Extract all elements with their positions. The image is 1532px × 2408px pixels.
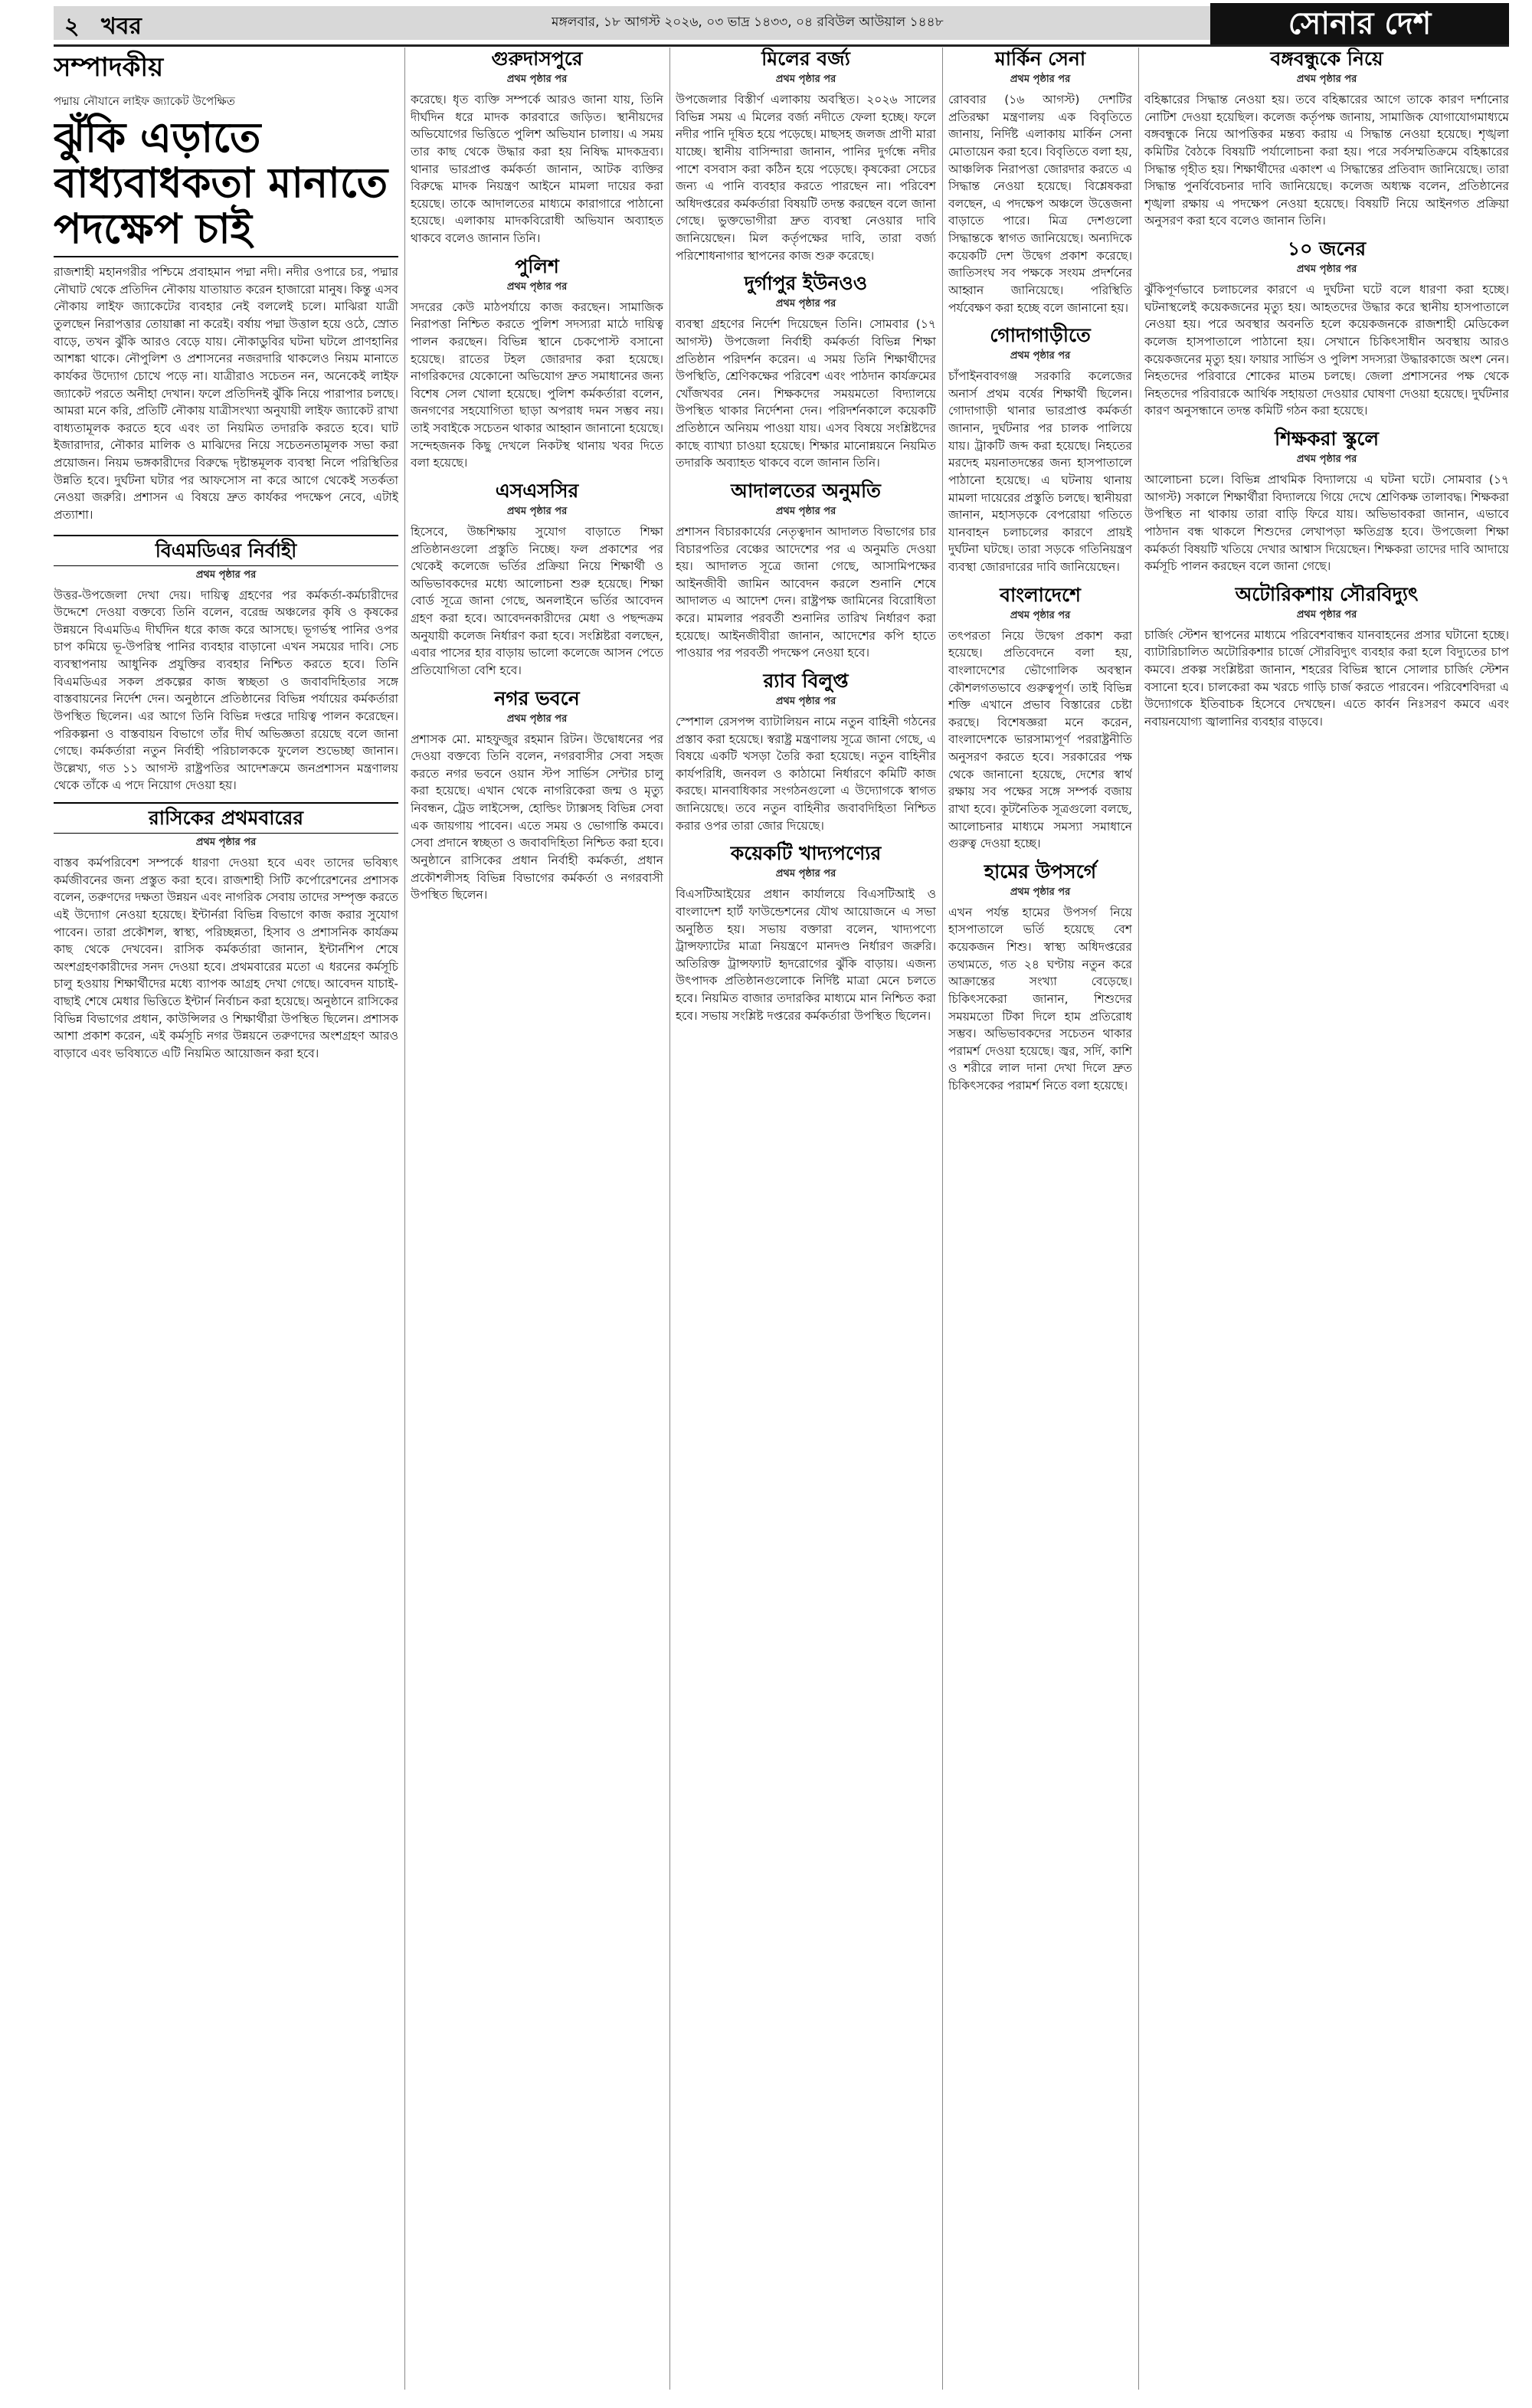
dateline: মঙ্গলবার, ১৮ আগস্ট ২০২৬, ০৩ ভাদ্র ১৪৩৩, ০৪ রবিউল আউয়াল ১৪৪৮ bbox=[552, 15, 944, 30]
article-body: এখন পর্যন্ত হামের উপসর্গ নিয়ে হাসপাতালে ভর্তি হয়েছে বেশ কয়েকজন শিশু। স্বাস্থ্য অধিদপ্তরের তথ্যমতে, গত ২৪ ঘণ্টায় নতুন করে আক্রান্তের সংখ্যা বেড়েছে। চিকিৎসকেরা জানান, শিশুদের সময়মতো টিকা দিলে হাম প্রতিরোধ সম্ভব। অভিভাবকদের সচেতন থাকার পরামর্শ দেওয়া হয়েছে। জ্বর, সর্দি, কাশি ও শরীরে লাল দানা দেখা দিলে দ্রুত চিকিৎসকের পরামর্শ নিতে বলা হয়েছে। bbox=[948, 905, 1132, 1093]
article bbox=[1144, 238, 1509, 420]
page-number: ২ bbox=[64, 13, 80, 40]
headline: অটোরিকশায় সৌরবিদ্যুৎ bbox=[1235, 582, 1419, 605]
column-2 bbox=[411, 48, 663, 2384]
column-1 bbox=[54, 48, 398, 2384]
continued-label: প্রথম পৃষ্ঠার পর bbox=[195, 837, 257, 849]
article bbox=[676, 480, 936, 662]
article bbox=[411, 480, 663, 680]
article-body: বহিষ্কারের সিদ্ধান্ত নেওয়া হয়। তবে বহিষ্কারের আগে তাকে কারণ দর্শানোর নোটিশ দেওয়া হয়েছিল। কলেজ কর্তৃপক্ষ জানায়, সামাজিক যোগাযোগমাধ্যমে বঙ্গবন্ধুকে নিয়ে আপত্তিকর মন্তব্য করায় এ সিদ্ধান্ত নেওয়া হয়েছে। শৃঙ্খলা কমিটির বৈঠকে বিষয়টি পর্যালোচনা করা হয়। পরে সর্বসম্মতিক্রমে বহিষ্কারের সিদ্ধান্ত গৃহীত হয়। শিক্ষার্থীদের একাংশ এ সিদ্ধান্তের প্রতিবাদ জানিয়েছে। তারা সিদ্ধান্ত পুনর্বিবেচনার দাবি জানিয়েছে। কলেজ অধ্যক্ষ বলেন, প্রতিষ্ঠানের শৃঙ্খলা রক্ষায় এ পদক্ষেপ নেওয়া হয়েছে। বিষয়টি নিয়ে আইনগত প্রক্রিয়া অনুসরণ করা হবে বলেও জানান তিনি। bbox=[1144, 93, 1509, 228]
continued-label: প্রথম পৃষ্ঠার পর bbox=[775, 695, 836, 707]
continued-label: প্রথম পৃষ্ঠার পর bbox=[1296, 454, 1357, 465]
article-body: চাঁপাইনবাবগঞ্জ সরকারি কলেজের অনার্স প্রথম বর্ষের শিক্ষার্থী ছিলেন। গোদাগাড়ী থানার ভারপ্রাপ্ত কর্মকর্তা জানান, দুর্ঘটনার পর চালক পালিয়ে যায়। ট্রাকটি জব্দ করা হয়েছে। নিহতের মরদেহ ময়নাতদন্তের জন্য হাসপাতালে পাঠানো হয়েছে। এ ঘটনায় থানায় মামলা দায়েরের প্রস্তুতি চলছে। স্থানীয়রা জানান, মহাসড়কে বেপরোয়া গতিতে যানবাহন চলাচলের কারণে প্রায়ই দুর্ঘটনা ঘটছে। তারা সড়কে গতিনিয়ন্ত্রণ ব্যবস্থা জোরদারের দাবি জানিয়েছেন। bbox=[948, 369, 1132, 574]
article bbox=[676, 272, 936, 472]
article-body: রোববার (১৬ আগস্ট) দেশটির প্রতিরক্ষা মন্ত্রণালয় এক বিবৃতিতে জানায়, নির্দিষ্ট এলাকায় মার্কিন সেনা মোতায়েন করা হবে। বিবৃতিতে বলা হয়, আঞ্চলিক নিরাপত্তা জোরদার করতে এ সিদ্ধান্ত নেওয়া হয়েছে। বিশ্লেষকরা বলছেন, এ পদক্ষেপ অঞ্চলে উত্তেজনা বাড়াতে পারে। মিত্র দেশগুলো সিদ্ধান্তকে স্বাগত জানিয়েছে। অন্যদিকে কয়েকটি দেশ উদ্বেগ প্রকাশ করেছে। জাতিসংঘ সব পক্ষকে সংযম প্রদর্শনের আহ্বান জানিয়েছে। পরিস্থিতি পর্যবেক্ষণ করা হচ্ছে বলে জানানো হয়। bbox=[948, 93, 1132, 315]
article bbox=[1144, 48, 1509, 230]
article-body: আলোচনা চলে। বিভিন্ন প্রাথমিক বিদ্যালয়ে এ ঘটনা ঘটে। সোমবার (১৭ আগস্ট) সকালে শিক্ষার্থীরা বিদ্যালয়ে গিয়ে দেখে শ্রেণিকক্ষ তালাবদ্ধ। শিক্ষকরা উপস্থিত না থাকায় তারা বাড়ি ফিরে যায়। অভিভাবকরা জানান, এভাবে পাঠদান বন্ধ থাকলে শিশুদের লেখাপড়া ক্ষতিগ্রস্ত হবে। উপজেলা শিক্ষা কর্মকর্তা বিষয়টি খতিয়ে দেখার আশ্বাস দিয়েছেন। শিক্ষকরা তাদের দাবি আদায়ে কর্মসূচি পালন করছেন বলে জানা গেছে। bbox=[1144, 473, 1509, 574]
article bbox=[1144, 428, 1509, 575]
article bbox=[1144, 583, 1509, 731]
article bbox=[676, 48, 936, 264]
article bbox=[948, 860, 1132, 1095]
continued-label: প্রথম পৃষ্ঠার পর bbox=[1296, 74, 1357, 85]
headline: গুরুদাসপুরে bbox=[491, 48, 583, 70]
article-body: চার্জিং স্টেশন স্থাপনের মাধ্যমে পরিবেশবান্ধব যানবাহনের প্রসার ঘটানো হচ্ছে। ব্যাটারিচালিত অটোরিকশার চার্জে সৌরবিদ্যুৎ ব্যবহার করা হলে বিদ্যুতের চাপ কমবে। প্রকল্প সংশ্লিষ্টরা জানান, শহরের বিভিন্ন স্থানে সোলার চার্জিং স্টেশন বসানো হবে। চালকেরা কম খরচে গাড়ি চার্জ করতে পারবেন। পরিবেশবিদরা এ উদ্যোগকে ইতিবাচক হিসেবে দেখছেন। এতে কার্বন নিঃসরণ কমবে এবং নবায়নযোগ্য জ্বালানির ব্যবহার বাড়বে। bbox=[1144, 627, 1509, 729]
headline: পুলিশ bbox=[515, 254, 559, 277]
headline: রাসিকের প্রথমবারের bbox=[54, 802, 398, 834]
headline: দুর্গাপুর ইউনওও bbox=[744, 272, 868, 295]
column-divider bbox=[669, 48, 670, 2390]
article bbox=[411, 255, 663, 472]
headline: মিলের বর্জ্য bbox=[761, 48, 850, 70]
article bbox=[411, 687, 663, 904]
column-divider bbox=[404, 48, 405, 2390]
continued-label: প্রথম পৃষ্ঠার পর bbox=[506, 280, 568, 293]
continued-label: প্রথম পৃষ্ঠার পর bbox=[1010, 609, 1071, 621]
column-divider bbox=[1138, 48, 1139, 2390]
headline: নগর ভবনে bbox=[494, 686, 580, 709]
headline: র‌্যাব বিলুপ্ত bbox=[763, 669, 849, 692]
headline: বিএমডিএর নির্বাহী bbox=[54, 535, 398, 566]
headline: হামের উপসর্গে bbox=[984, 860, 1097, 883]
article bbox=[54, 802, 398, 1063]
article-body: ব্যবস্থা গ্রহণের নির্দেশ দিয়েছেন তিনি। সোমবার (১৭ আগস্ট) উপজেলা নির্বাহী কর্মকর্তা বিভিন্ন শিক্ষা প্রতিষ্ঠান পরিদর্শন করেন। এ সময় তিনি শিক্ষার্থীদের উপস্থিতি, শ্রেণিকক্ষের পরিবেশ এবং পাঠদান কার্যক্রমের খোঁজখবর নেন। শিক্ষকদের সময়মতো বিদ্যালয়ে উপস্থিত থাকার নির্দেশনা দেন। পরিদর্শনকালে কয়েকটি প্রতিষ্ঠানে অনিয়ম পাওয়া যায়। এসব বিষয়ে সংশ্লিষ্টদের কাছে ব্যাখ্যা চাওয়া হয়েছে। শিক্ষার মানোন্নয়নে নিয়মিত তদারকি অব্যাহত থাকবে বলে জানান তিনি। bbox=[676, 317, 936, 470]
article-body: উত্তর-উপজেলা দেখা দেয়। দায়িত্ব গ্রহণের পর কর্মকর্তা-কর্মচারীদের উদ্দেশে দেওয়া বক্তব্যে তিনি বলেন, বরেন্দ্র অঞ্চলের কৃষি ও কৃষকের উন্নয়নে বিএমডিএ দীর্ঘদিন ধরে কাজ করে আসছে। ভূগর্ভস্থ পানির ওপর চাপ কমিয়ে ভূ-উপরিস্থ পানির ব্যবহার বাড়ানো এখন সময়ের দাবি। সেচ ব্যবস্থাপনায় আধুনিক প্রযুক্তির ব্যবহার নিশ্চিত করতে হবে। তিনি বিএমডিএর সকল প্রকল্পের কাজ স্বচ্ছতা ও জবাবদিহিতার সঙ্গে বাস্তবায়নের নির্দেশ দেন। অনুষ্ঠানে প্রতিষ্ঠানের বিভিন্ন পর্যায়ের কর্মকর্তারা উপস্থিত ছিলেন। এর আগে তিনি বিভিন্ন দপ্তরে দায়িত্ব পালন করেছেন। পরিকল্পনা ও বাস্তবায়ন বিভাগে তাঁর দীর্ঘ অভিজ্ঞতা রয়েছে বলে জানা গেছে। কর্মকর্তারা নতুন নির্বাহী পরিচালককে ফুলেল শুভেচ্ছা জানান। উল্লেখ্য, গত ১১ আগস্ট রাষ্ট্রপতির আদেশক্রমে জনপ্রশাসন মন্ত্রণালয় থেকে তাঁকে এ পদে নিয়োগ দেওয়া হয়। bbox=[54, 588, 398, 793]
article-body: বাস্তব কর্মপরিবেশ সম্পর্কে ধারণা দেওয়া হবে এবং তাদের ভবিষ্যৎ কর্মজীবনের জন্য প্রস্তুত করা হবে। রাজশাহী সিটি কর্পোরেশনের প্রশাসক বলেন, তরুণদের দক্ষতা উন্নয়ন এবং নাগরিক সেবায় তাদের সম্পৃক্ত করতে এই উদ্যোগ নেওয়া হয়েছে। ইন্টার্নরা বিভিন্ন বিভাগে কাজ করার সুযোগ পাবেন। তারা প্রকৌশল, স্বাস্থ্য, পরিচ্ছন্নতা, হিসাব ও প্রশাসনিক কার্যক্রম কাছ থেকে দেখবেন। রাসিক কর্মকর্তারা জানান, ইন্টার্নশিপ শেষে অংশগ্রহণকারীদের সনদ দেওয়া হবে। প্রথমবারের মতো এ ধরনের কর্মসূচি চালু হওয়ায় শিক্ষার্থীদের মধ্যে ব্যাপক আগ্রহ দেখা গেছে। আবেদন যাচাই-বাছাই শেষে মেধার ভিত্তিতে ইন্টার্ন নির্বাচন করা হয়েছে। অনুষ্ঠানে রাসিকের বিভিন্ন বিভাগের প্রধান, কাউন্সিলর ও শিক্ষার্থীরা উপস্থিত ছিলেন। প্রশাসক আশা প্রকাশ করেন, এই কর্মসূচি নগর উন্নয়নে তরুণদের অংশগ্রহণ আরও বাড়াবে এবং ভবিষ্যতে এটি নিয়মিত আয়োজন করা হবে। bbox=[54, 856, 398, 1060]
headline: ১০ জনের bbox=[1287, 238, 1367, 260]
headline: বঙ্গবন্ধুকে নিয়ে bbox=[1270, 48, 1383, 70]
continued-label: প্রথম পৃষ্ঠার পর bbox=[775, 868, 836, 880]
article-body: বিএসটিআইয়ের প্রধান কার্যালয়ে বিএসটিআই ও বাংলাদেশ হার্ট ফাউন্ডেশনের যৌথ আয়োজনে এ সভা অনুষ্ঠিত হয়। সভায় বক্তারা বলেন, খাদ্যপণ্যে ট্রান্সফ্যাটের মাত্রা নিয়ন্ত্রণে মানদণ্ড নির্ধারণ জরুরি। অতিরিক্ত ট্রান্সফ্যাট হৃদরোগের ঝুঁকি বাড়ায়। এজন্য উৎপাদক প্রতিষ্ঠানগুলোকে নির্দিষ্ট মাত্রা মেনে চলতে হবে। নিয়মিত বাজার তদারকির মাধ্যমে মান নিশ্চিত করা হবে। সভায় সংশ্লিষ্ট দপ্তরের কর্মকর্তারা উপস্থিত ছিলেন। bbox=[676, 887, 936, 1023]
article-body: ঝুঁকিপূর্ণভাবে চলাচলের কারণে এ দুর্ঘটনা ঘটে বলে ধারণা করা হচ্ছে। ঘটনাস্থলেই কয়েকজনের মৃত্যু হয়। আহতদের উদ্ধার করে স্থানীয় হাসপাতালে নেওয়া হয়। পরে অবস্থার অবনতি হলে কয়েকজনকে রাজশাহী মেডিকেল কলেজ হাসপাতালে পাঠানো হয়। সেখানে চিকিৎসাধীন অবস্থায় আরও কয়েকজনের মৃত্যু হয়। ফায়ার সার্ভিস ও পুলিশ সদস্যরা উদ্ধারকাজে অংশ নেন। নিহতদের পরিবারে শোকের মাতম চলছে। জেলা প্রশাসনের পক্ষ থেকে নিহতদের পরিবারকে আর্থিক সহায়তা দেওয়ার ঘোষণা দেওয়া হয়েছে। দুর্ঘটনার কারণ অনুসন্ধানে তদন্ত কমিটি গঠন করা হয়েছে। bbox=[1144, 283, 1509, 418]
headline: কয়েকটি খাদ্যপণ্যের bbox=[730, 842, 882, 865]
column-divider bbox=[942, 48, 943, 2390]
headline: মার্কিন সেনা bbox=[994, 48, 1086, 70]
continued-label: প্রথম পৃষ্ঠার পর bbox=[775, 74, 836, 85]
article-body: প্রশাসক মো. মাহফুজুর রহমান রিটন। উদ্বোধনের পর দেওয়া বক্তব্যে তিনি বলেন, নগরবাসীর সেবা সহজ করতে নগর ভবনে ওয়ান স্টপ সার্ভিস সেন্টার চালু করা হয়েছে। এখান থেকে নাগরিকেরা জন্ম ও মৃত্যু নিবন্ধন, ট্রেড লাইসেন্স, হোল্ডিং ট্যাক্সসহ বিভিন্ন সেবা এক জায়গায় পাবেন। এতে সময় ও ভোগান্তি কমবে। সেবা প্রদানে স্বচ্ছতা ও জবাবদিহিতা নিশ্চিত করা হবে। অনুষ্ঠানে রাসিকের প্রধান নির্বাহী কর্মকর্তা, প্রধান প্রকৌশলীসহ বিভিন্ন বিভাগের কর্মকর্তা ও নগরবাসী উপস্থিত ছিলেন। bbox=[411, 732, 663, 903]
headline: শিক্ষকরা স্কুলে bbox=[1274, 428, 1380, 450]
article-body: স্পেশাল রেসপন্স ব্যাটালিয়ন নামে নতুন বাহিনী গঠনের প্রস্তাব করা হয়েছে। স্বরাষ্ট্র মন্ত্রণালয় সূত্রে জানা গেছে, এ বিষয়ে একটি খসড়া তৈরি করা হয়েছে। নতুন বাহিনীর কার্যপরিধি, জনবল ও কাঠামো নির্ধারণে কমিটি কাজ করছে। মানবাধিকার সংগঠনগুলো এ উদ্যোগকে স্বাগত জানিয়েছে। তবে নতুন বাহিনীর জবাবদিহিতা নিশ্চিত করার ওপর তারা জোর দিয়েছে। bbox=[676, 714, 936, 833]
headline: আদালতের অনুমতি bbox=[731, 479, 881, 502]
article-body: উপজেলার বিস্তীর্ণ এলাকায় অবস্থিত। ২০২৬ সালের বিভিন্ন সময় এ মিলের বর্জ্য নদীতে ফেলা হচ্ছে। ফলে নদীর পানি দূষিত হয়ে পড়েছে। মাছসহ জলজ প্রাণী মারা যাচ্ছে। স্থানীয় বাসিন্দারা জানান, পানির দুর্গন্ধে নদীর পাশে বসবাস করা কঠিন হয়ে পড়েছে। কৃষকেরা সেচের জন্য এ পানি ব্যবহার করতে পারছেন না। পরিবেশ অধিদপ্তরের কর্মকর্তারা বিষয়টি তদন্ত করছেন বলে জানা গেছে। ভুক্তভোগীরা দ্রুত ব্যবস্থা নেওয়ার দাবি জানিয়েছেন। মিল কর্তৃপক্ষের দাবি, তারা বর্জ্য পরিশোধনাগার স্থাপনের কাজ শুরু করেছে। bbox=[676, 93, 936, 263]
article bbox=[54, 535, 398, 795]
continued-label: প্রথম পৃষ্ঠার পর bbox=[1296, 264, 1357, 275]
headline: এসএসসির bbox=[495, 479, 579, 502]
editorial-title: ঝুঁকি এড়াতে বাধ্যবাধকতা মানাতে পদক্ষেপ চাই bbox=[54, 113, 388, 253]
article bbox=[948, 48, 1132, 316]
column-4 bbox=[948, 48, 1132, 2384]
article-body: করেছে। ধৃত ব্যক্তি সম্পর্কে আরও জানা যায়, তিনি দীর্ঘদিন ধরে মাদক কারবারে জড়িত। স্থানীয়দের অভিযোগের ভিত্তিতে পুলিশ অভিযান চালায়। এ সময় তার কাছ থেকে উদ্ধার করা হয় নিষিদ্ধ মাদকদ্রব্য। থানার ভারপ্রাপ্ত কর্মকর্তা জানান, আটক ব্যক্তির বিরুদ্ধে মাদক নিয়ন্ত্রণ আইনে মামলা দায়ের করা হয়েছে। তাকে আদালতের মাধ্যমে কারাগারে পাঠানো হয়েছে। এলাকায় মাদকবিরোধী অভিযান অব্যাহত থাকবে বলেও জানান তিনি। bbox=[411, 93, 663, 245]
headline: বাংলাদেশে bbox=[1000, 583, 1081, 606]
article-body: প্রশাসন বিচারকার্যের নেতৃত্বদান আদালত বিভাগের চার বিচারপতির বেঞ্চের আদেশের পর এ অনুমতি দেওয়া হয়। আদালত সূত্রে জানা গেছে, আসামিপক্ষের আইনজীবী জামিন আবেদন করলে শুনানি শেষে আদালত এ আদেশ দেন। রাষ্ট্রপক্ষ জামিনের বিরোধিতা করে। মামলার পরবর্তী শুনানির তারিখ নির্ধারণ করা হয়েছে। আইনজীবীরা জানান, আদেশের কপি হাতে পাওয়ার পর পরবর্তী পদক্ষেপ নেওয়া হবে। bbox=[676, 524, 936, 660]
column-3 bbox=[676, 48, 936, 2384]
continued-label: প্রথম পৃষ্ঠার পর bbox=[1010, 350, 1071, 362]
continued-label: প্রথম পৃষ্ঠার পর bbox=[1010, 886, 1071, 898]
column-5 bbox=[1144, 48, 1509, 2384]
section-name: খবর bbox=[101, 13, 142, 40]
editorial-kicker: পদ্মায় নৌযানে লাইফ জ্যাকেট উপেক্ষিত bbox=[54, 94, 235, 108]
continued-label: প্রথম পৃষ্ঠার পর bbox=[1296, 608, 1357, 621]
masthead-rule bbox=[54, 44, 1509, 47]
article bbox=[948, 584, 1132, 853]
continued-label: প্রথম পৃষ্ঠার পর bbox=[775, 298, 836, 310]
editorial bbox=[54, 48, 398, 257]
continued-label: প্রথম পৃষ্ঠার পর bbox=[506, 713, 568, 725]
article bbox=[676, 842, 936, 1024]
article bbox=[676, 670, 936, 834]
editorial-body: রাজশাহী মহানগরীর পশ্চিমে প্রবাহমান পদ্মা নদী। নদীর ওপারে চর, পদ্মার নৌঘাট থেকে প্রতিদিন নৌকায় যাতায়াত করেন হাজারো মানুষ। কিন্তু এসব নৌকায় লাইফ জ্যাকেটের ব্যবহার নেই বললেই চলে। মাঝিরা যাত্রী তুলছেন নিরাপত্তার তোয়াক্কা না করেই। বর্ষায় পদ্মা উত্তাল হয়ে ওঠে, স্রোত বাড়ে, তখন ঝুঁকি আরও বেড়ে যায়। নৌকাডুবির ঘটনা ঘটলে প্রাণহানির আশঙ্কা থাকে। নৌপুলিশ ও প্রশাসনের নজরদারি থাকলেও নিয়ম মানাতে কার্যকর উদ্যোগ চোখে পড়ে না। যাত্রীরাও সচেতন নন, অনেকেই লাইফ জ্যাকেট পরতে অনীহা দেখান। ফলে প্রতিদিনই ঝুঁকি নিয়ে পারাপার চলছে। আমরা মনে করি, প্রতিটি নৌকায় যাত্রীসংখ্যা অনুযায়ী লাইফ জ্যাকেট রাখা বাধ্যতামূলক করতে হবে এবং তা নিয়মিত তদারকি করতে হবে। ঘাট ইজারাদার, নৌকার মালিক ও মাঝিদের নিয়ে সচেতনতামূলক সভা করা প্রয়োজন। নিয়ম ভঙ্গকারীদের বিরুদ্ধে দৃষ্টান্তমূলক ব্যবস্থা নিলে পরিস্থিতির উন্নতি হবে। দুর্ঘটনা ঘটার পর আফসোস না করে আগে থেকেই সতর্কতা নেওয়া জরুরি। প্রশাসন এ বিষয়ে দ্রুত কার্যকর পদক্ষেপ নেবে, এটাই প্রত্যাশা। bbox=[54, 265, 398, 522]
article-body: সদরের কেউ মাঠপর্যায়ে কাজ করছেন। সামাজিক নিরাপত্তা নিশ্চিত করতে পুলিশ সদস্যরা মাঠে দায়িত্ব পালন করছেন। বিভিন্ন স্থানে চেকপোস্ট বসানো হয়েছে। রাতের টহল জোরদার করা হয়েছে। নাগরিকদের যেকোনো অভিযোগ দ্রুত সমাধানের জন্য বিশেষ সেল খোলা হয়েছে। পুলিশ কর্মকর্তারা বলেন, জনগণের সহযোগিতা ছাড়া অপরাধ দমন সম্ভব নয়। তাই সবাইকে সচেতন থাকার আহ্বান জানানো হয়েছে। সন্দেহজনক কিছু দেখলে নিকটস্থ থানায় খবর দিতে বলা হয়েছে। bbox=[411, 300, 663, 470]
continued-label: প্রথম পৃষ্ঠার পর bbox=[506, 74, 568, 85]
article bbox=[411, 48, 663, 247]
continued-label: প্রথম পৃষ্ঠার পর bbox=[1010, 74, 1071, 85]
headline: গোদাগাড়ীতে bbox=[990, 324, 1091, 347]
article-body: তৎপরতা নিয়ে উদ্বেগ প্রকাশ করা হয়েছে। প্রতিবেদনে বলা হয়, বাংলাদেশের ভৌগোলিক অবস্থান কৌশলগতভাবে গুরুত্বপূর্ণ। তাই বিভিন্ন শক্তি এখানে প্রভাব বিস্তারের চেষ্টা করছে। বিশেষজ্ঞরা মনে করেন, বাংলাদেশকে ভারসাম্যপূর্ণ পররাষ্ট্রনীতি অনুসরণ করতে হবে। সরকারের পক্ষ থেকে জানানো হয়েছে, দেশের স্বার্থ রক্ষায় সব পক্ষের সঙ্গে সম্পর্ক বজায় রাখা হবে। কূটনৈতিক সূত্রগুলো বলছে, আলোচনার মাধ্যমে সমস্যা সমাধানে গুরুত্ব দেওয়া হচ্ছে। bbox=[948, 628, 1132, 851]
continued-label: প্রথম পৃষ্ঠার পর bbox=[775, 505, 836, 517]
editorial-label: সম্পাদকীয় bbox=[54, 52, 164, 83]
continued-label: প্রথম পৃষ্ঠার পর bbox=[506, 505, 568, 517]
paper-name: সোনার দেশ bbox=[1210, 3, 1509, 44]
article-body: হিসেবে, উচ্চশিক্ষায় সুযোগ বাড়াতে শিক্ষা প্রতিষ্ঠানগুলো প্রস্তুতি নিচ্ছে। ফল প্রকাশের পর থেকেই কলেজে ভর্তির প্রক্রিয়া নিয়ে শিক্ষার্থী ও অভিভাবকদের মধ্যে আলোচনা শুরু হয়েছে। শিক্ষা বোর্ড সূত্রে জানা গেছে, অনলাইনে ভর্তির আবেদন গ্রহণ করা হবে। আবেদনকারীদের মেধা ও পছন্দক্রম অনুযায়ী কলেজ নির্ধারণ করা হবে। সংশ্লিষ্টরা বলছেন, এবার পাসের হার বাড়ায় ভালো কলেজে আসন পেতে প্রতিযোগিতা বেশি হবে। bbox=[411, 524, 663, 677]
article bbox=[948, 324, 1132, 576]
continued-label: প্রথম পৃষ্ঠার পর bbox=[195, 568, 257, 581]
